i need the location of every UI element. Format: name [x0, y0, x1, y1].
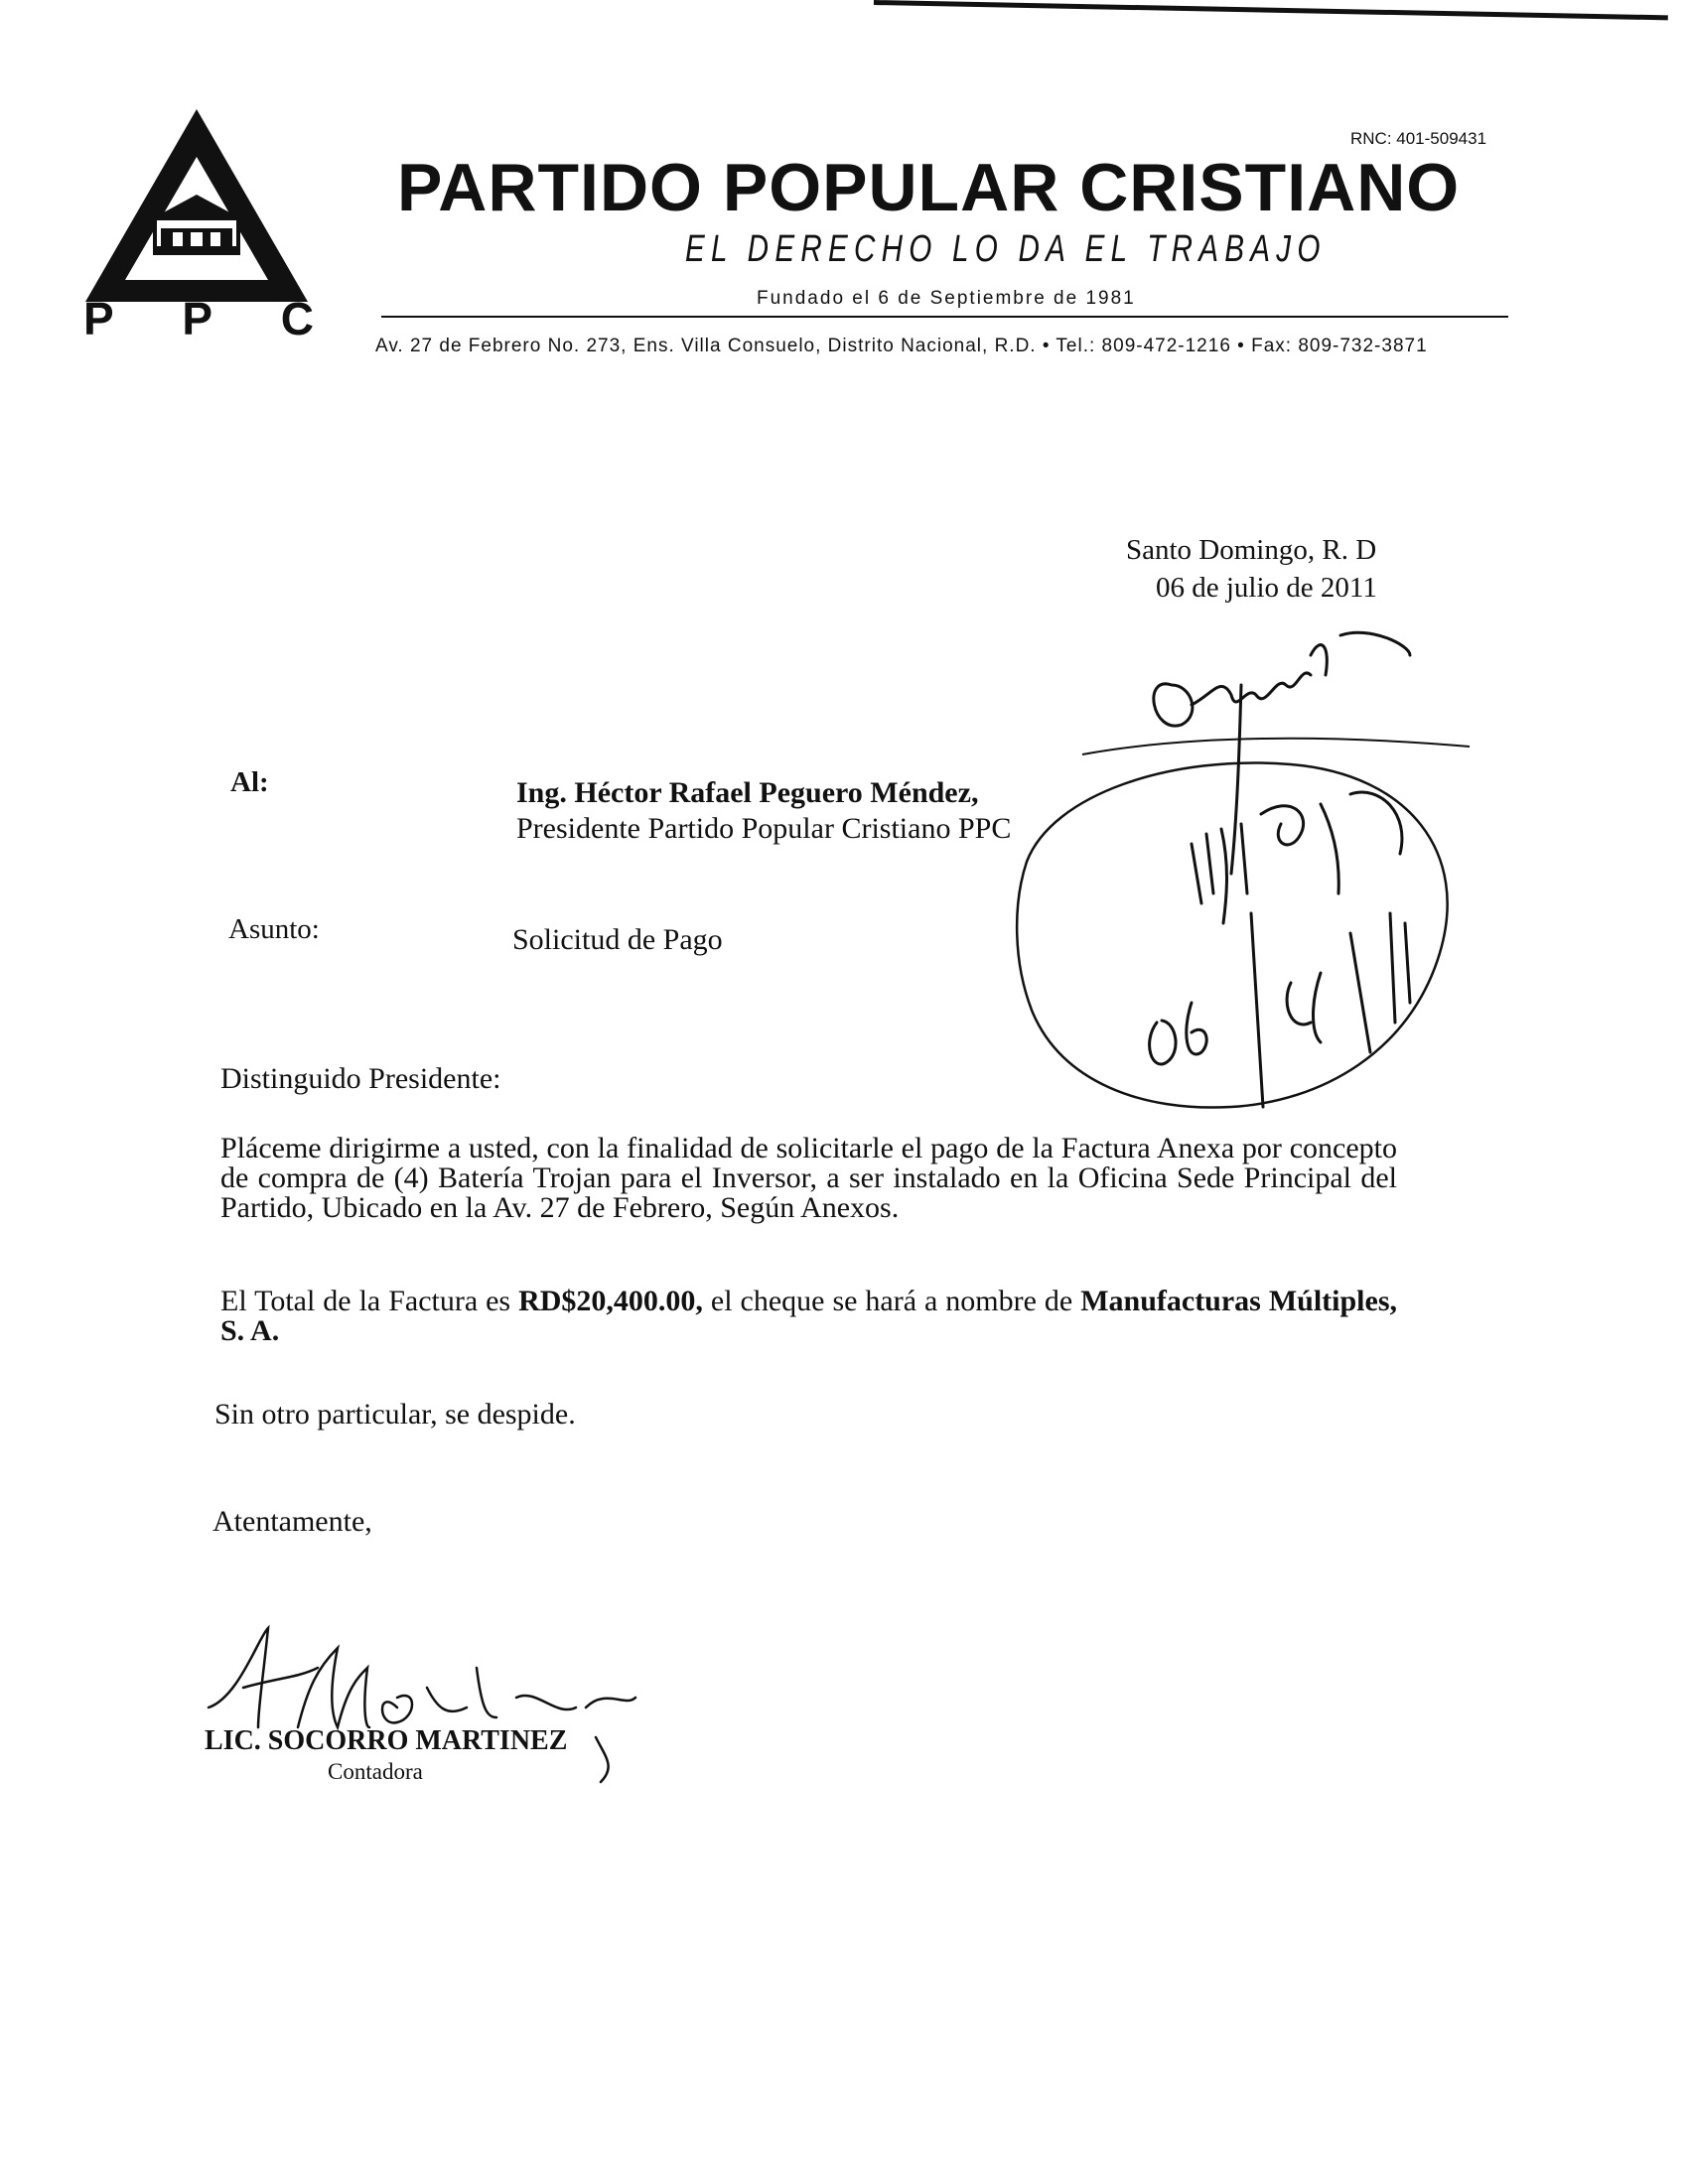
top-scan-line — [874, 0, 1668, 20]
rnc-number: RNC: 401-509431 — [1350, 129, 1487, 148]
letter-closing: Sin otro particular, se despide. — [214, 1398, 576, 1431]
logo-initials — [83, 292, 314, 345]
handwritten-date-mark — [1150, 913, 1410, 1107]
letterhead-divider — [381, 316, 1508, 318]
letter-regards: Atentamente, — [212, 1505, 372, 1538]
subject-label: Asunto: — [228, 913, 320, 945]
signer-name: LIC. SOCORRO MARTINEZ — [205, 1725, 568, 1756]
body-paragraph-total — [220, 1287, 1397, 1346]
logo-initial-p1: P — [83, 293, 114, 344]
approval-circle-mark — [1017, 762, 1447, 1107]
letter-place: Santo Domingo, R. D — [1126, 534, 1377, 566]
body-paragraph-request: Pláceme dirigirme a usted, con la finalidad de solicitarle el pago de la Factura Anexa por concepto de compra de (4) Batería Trojan para el Inversor, a ser instalado en la Oficina Sede Principal del Partido, Ubicado en la Av. 27 de Febrero, Según Anexos. — [220, 1132, 1397, 1224]
founded-date: Fundado el 6 de Septiembre de 1981 — [757, 288, 1136, 309]
invoice-total-amount: RD$20,400.00, — [518, 1285, 703, 1317]
recipient-title: Presidente Partido Popular Cristiano PPC — [516, 812, 1012, 845]
letter-date: 06 de julio de 2011 — [1156, 572, 1377, 604]
party-motto: EL DERECHO LO DA EL TRABAJO — [685, 228, 1327, 270]
subject-text: Solicitud de Pago — [512, 923, 723, 956]
recipient-label: Al: — [230, 766, 269, 798]
logo-initial-c: C — [280, 293, 314, 344]
logo-initial-p2: P — [182, 293, 213, 344]
payee-name: Manufacturas Múltiples, S. A. — [220, 1285, 1398, 1347]
approval-handwriting-mark — [1154, 632, 1410, 874]
recipient-name: Ing. Héctor Rafael Peguero Méndez, — [516, 776, 979, 809]
letterhead-address: Av. 27 de Febrero No. 273, Ens. Villa Consuelo, Distrito Nacional, R.D. • Tel.: 809-472-1216 • Fax: 809-732-3871 — [375, 336, 1428, 356]
initials-scribble-mark — [1192, 792, 1402, 923]
payee-intro: el cheque se hará a nombre de — [702, 1285, 1081, 1317]
signer-role: Contadora — [328, 1759, 423, 1784]
total-intro: El Total de la Factura es — [220, 1285, 519, 1317]
party-name-heading: PARTIDO POPULAR CRISTIANO — [397, 150, 1461, 225]
letter-greeting: Distinguido Presidente: — [220, 1062, 501, 1095]
approval-flourish-mark — [1082, 739, 1470, 754]
